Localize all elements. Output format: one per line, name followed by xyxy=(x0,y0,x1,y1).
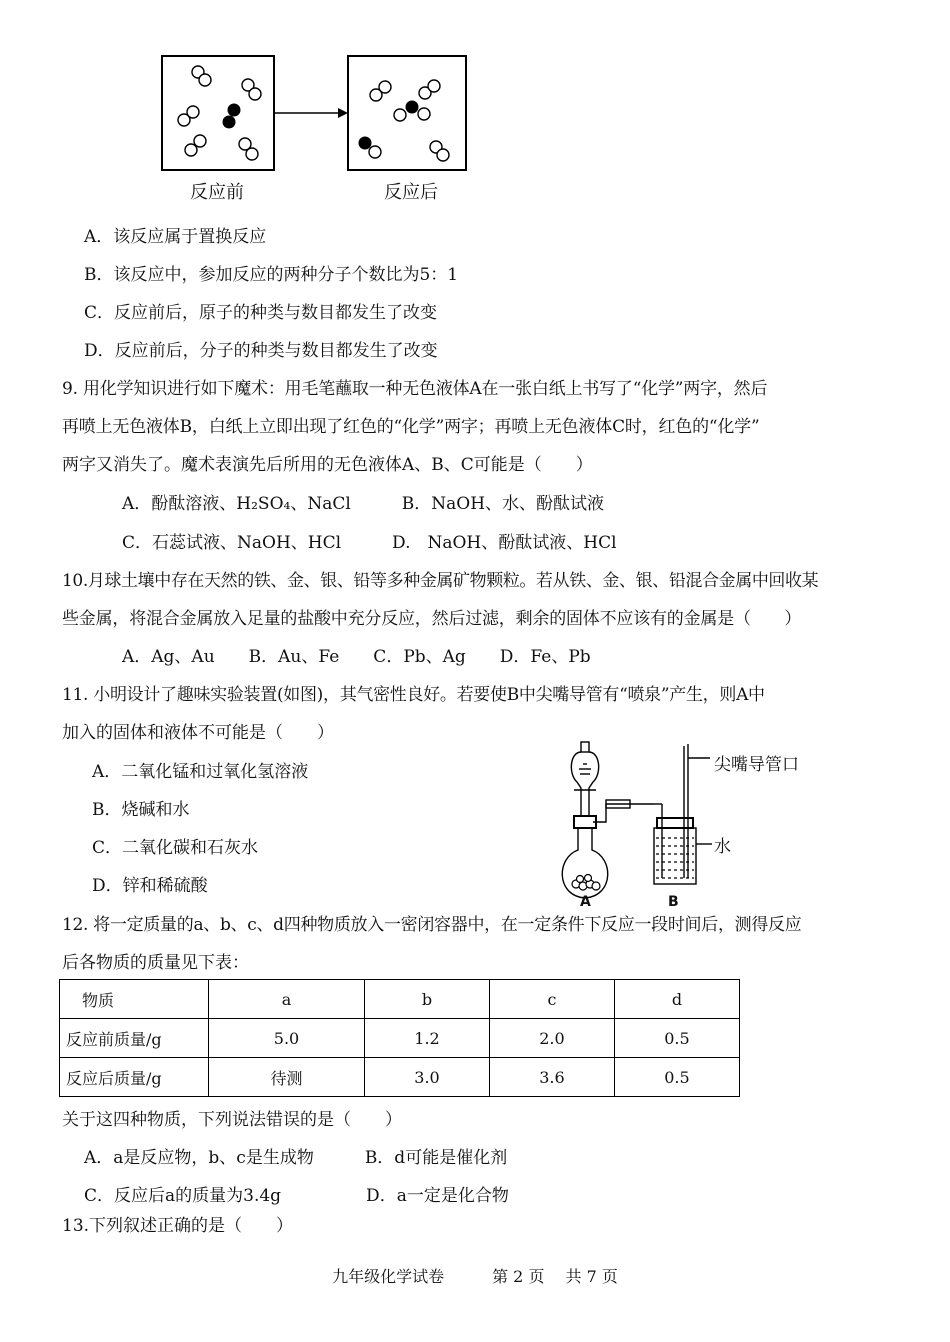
table-cell: 物质 xyxy=(60,980,209,1019)
label-bottle-b: B xyxy=(668,894,679,910)
table-cell: 1.2 xyxy=(365,1019,490,1058)
q10-options: A．Ag、Au B．Au、Fe C．Pb、Ag D．Fe、Pb xyxy=(122,647,591,667)
q8-option-c: C．反应前后，原子的种类与数目都发生了改变 xyxy=(84,303,438,323)
label-nozzle: 尖嘴导管口 xyxy=(714,755,799,775)
q11-option-a: A．二氧化锰和过氧化氢溶液 xyxy=(92,762,309,782)
table-cell: d xyxy=(614,980,739,1019)
table-cell: 3.0 xyxy=(365,1058,490,1097)
table-cell: 5.0 xyxy=(209,1019,365,1058)
table-cell: 3.6 xyxy=(489,1058,614,1097)
table-cell: 0.5 xyxy=(614,1058,739,1097)
table-cell: b xyxy=(365,980,490,1019)
q8-option-b: B．该反应中，参加反应的两种分子个数比为5：1 xyxy=(84,265,459,285)
q9-options-row-1: A．酚酞溶液、H₂SO₄、NaCl B．NaOH、水、酚酞试液 xyxy=(122,494,605,514)
table-cell: 反应前质量/g xyxy=(60,1019,209,1058)
table-row xyxy=(60,1058,740,1097)
q11-option-b: B．烧碱和水 xyxy=(92,800,190,820)
q8-option-a: A．该反应属于置换反应 xyxy=(84,227,267,247)
table-cell: a xyxy=(209,980,365,1019)
table-cell: 反应后质量/g xyxy=(60,1058,209,1097)
q12-stem-line-2: 后各物质的质量见下表： xyxy=(62,953,249,973)
q12-stem-line-1: 12. 将一定质量的a、b、c、d四种物质放入一密闭容器中，在一定条件下反应一段时间后，测得反应 xyxy=(62,915,802,935)
q11-stem-line-2: 加入的固体和液体不可能是（ ） xyxy=(62,723,334,743)
q12-options-row-2: C．反应后a的质量为3.4g D．a一定是化合物 xyxy=(84,1186,509,1206)
q10-stem-line-1: 10.月球土壤中存在天然的铁、金、银、铅等多种金属矿物颗粒。若从铁、金、银、铅混合金属中回收某 xyxy=(62,571,819,591)
table-header-row xyxy=(60,980,740,1019)
q11-option-c: C．二氧化碳和石灰水 xyxy=(92,838,259,858)
q12-question: 关于这四种物质，下列说法错误的是（ ） xyxy=(62,1110,402,1130)
q10-stem-line-2: 些金属，将混合金属放入足量的盐酸中充分反应，然后过滤，剩余的固体不应该有的金属是（ ） xyxy=(62,609,802,629)
q13-stem: 13.下列叙述正确的是（ ） xyxy=(62,1216,294,1236)
label-flask-a: A xyxy=(580,894,591,910)
label-before: 反应前 xyxy=(190,182,244,203)
table-cell: 待测 xyxy=(209,1058,365,1097)
reaction-molecule-diagram xyxy=(158,52,478,174)
table-cell: c xyxy=(489,980,614,1019)
label-after: 反应后 xyxy=(384,182,438,203)
q9-options-row-2: C．石蕊试液、NaOH、HCl D. NaOH、酚酞试液、HCl xyxy=(122,533,617,553)
q11-stem-line-1: 11. 小明设计了趣味实验装置(如图)，其气密性良好。若要使B中尖嘴导管有“喷泉”产生，则A中 xyxy=(62,685,765,705)
q8-option-d: D．反应前后，分子的种类与数目都发生了改变 xyxy=(84,341,438,361)
q9-stem-line-2: 再喷上无色液体B，白纸上立即出现了红色的“化学”两字；再喷上无色液体C时，红色的“化学” xyxy=(62,417,760,437)
q9-stem-line-1: 9. 用化学知识进行如下魔术：用毛笔蘸取一种无色液体A在一张白纸上书写了“化学”两字，然后 xyxy=(62,379,768,399)
q12-options-row-1: A．a是反应物，b、c是生成物 B．d可能是催化剂 xyxy=(84,1148,508,1168)
q9-stem-line-3: 两字又消失了。魔术表演先后所用的无色液体A、B、C可能是（ ） xyxy=(62,455,593,475)
table-row xyxy=(60,1019,740,1058)
label-water: 水 xyxy=(714,837,731,857)
table-cell: 0.5 xyxy=(614,1019,739,1058)
mass-table xyxy=(59,979,740,1097)
table-cell: 2.0 xyxy=(489,1019,614,1058)
page-footer: 九年级化学试卷 第 2 页 共 7 页 xyxy=(332,1267,618,1286)
q11-option-d: D．锌和稀硫酸 xyxy=(92,876,208,896)
